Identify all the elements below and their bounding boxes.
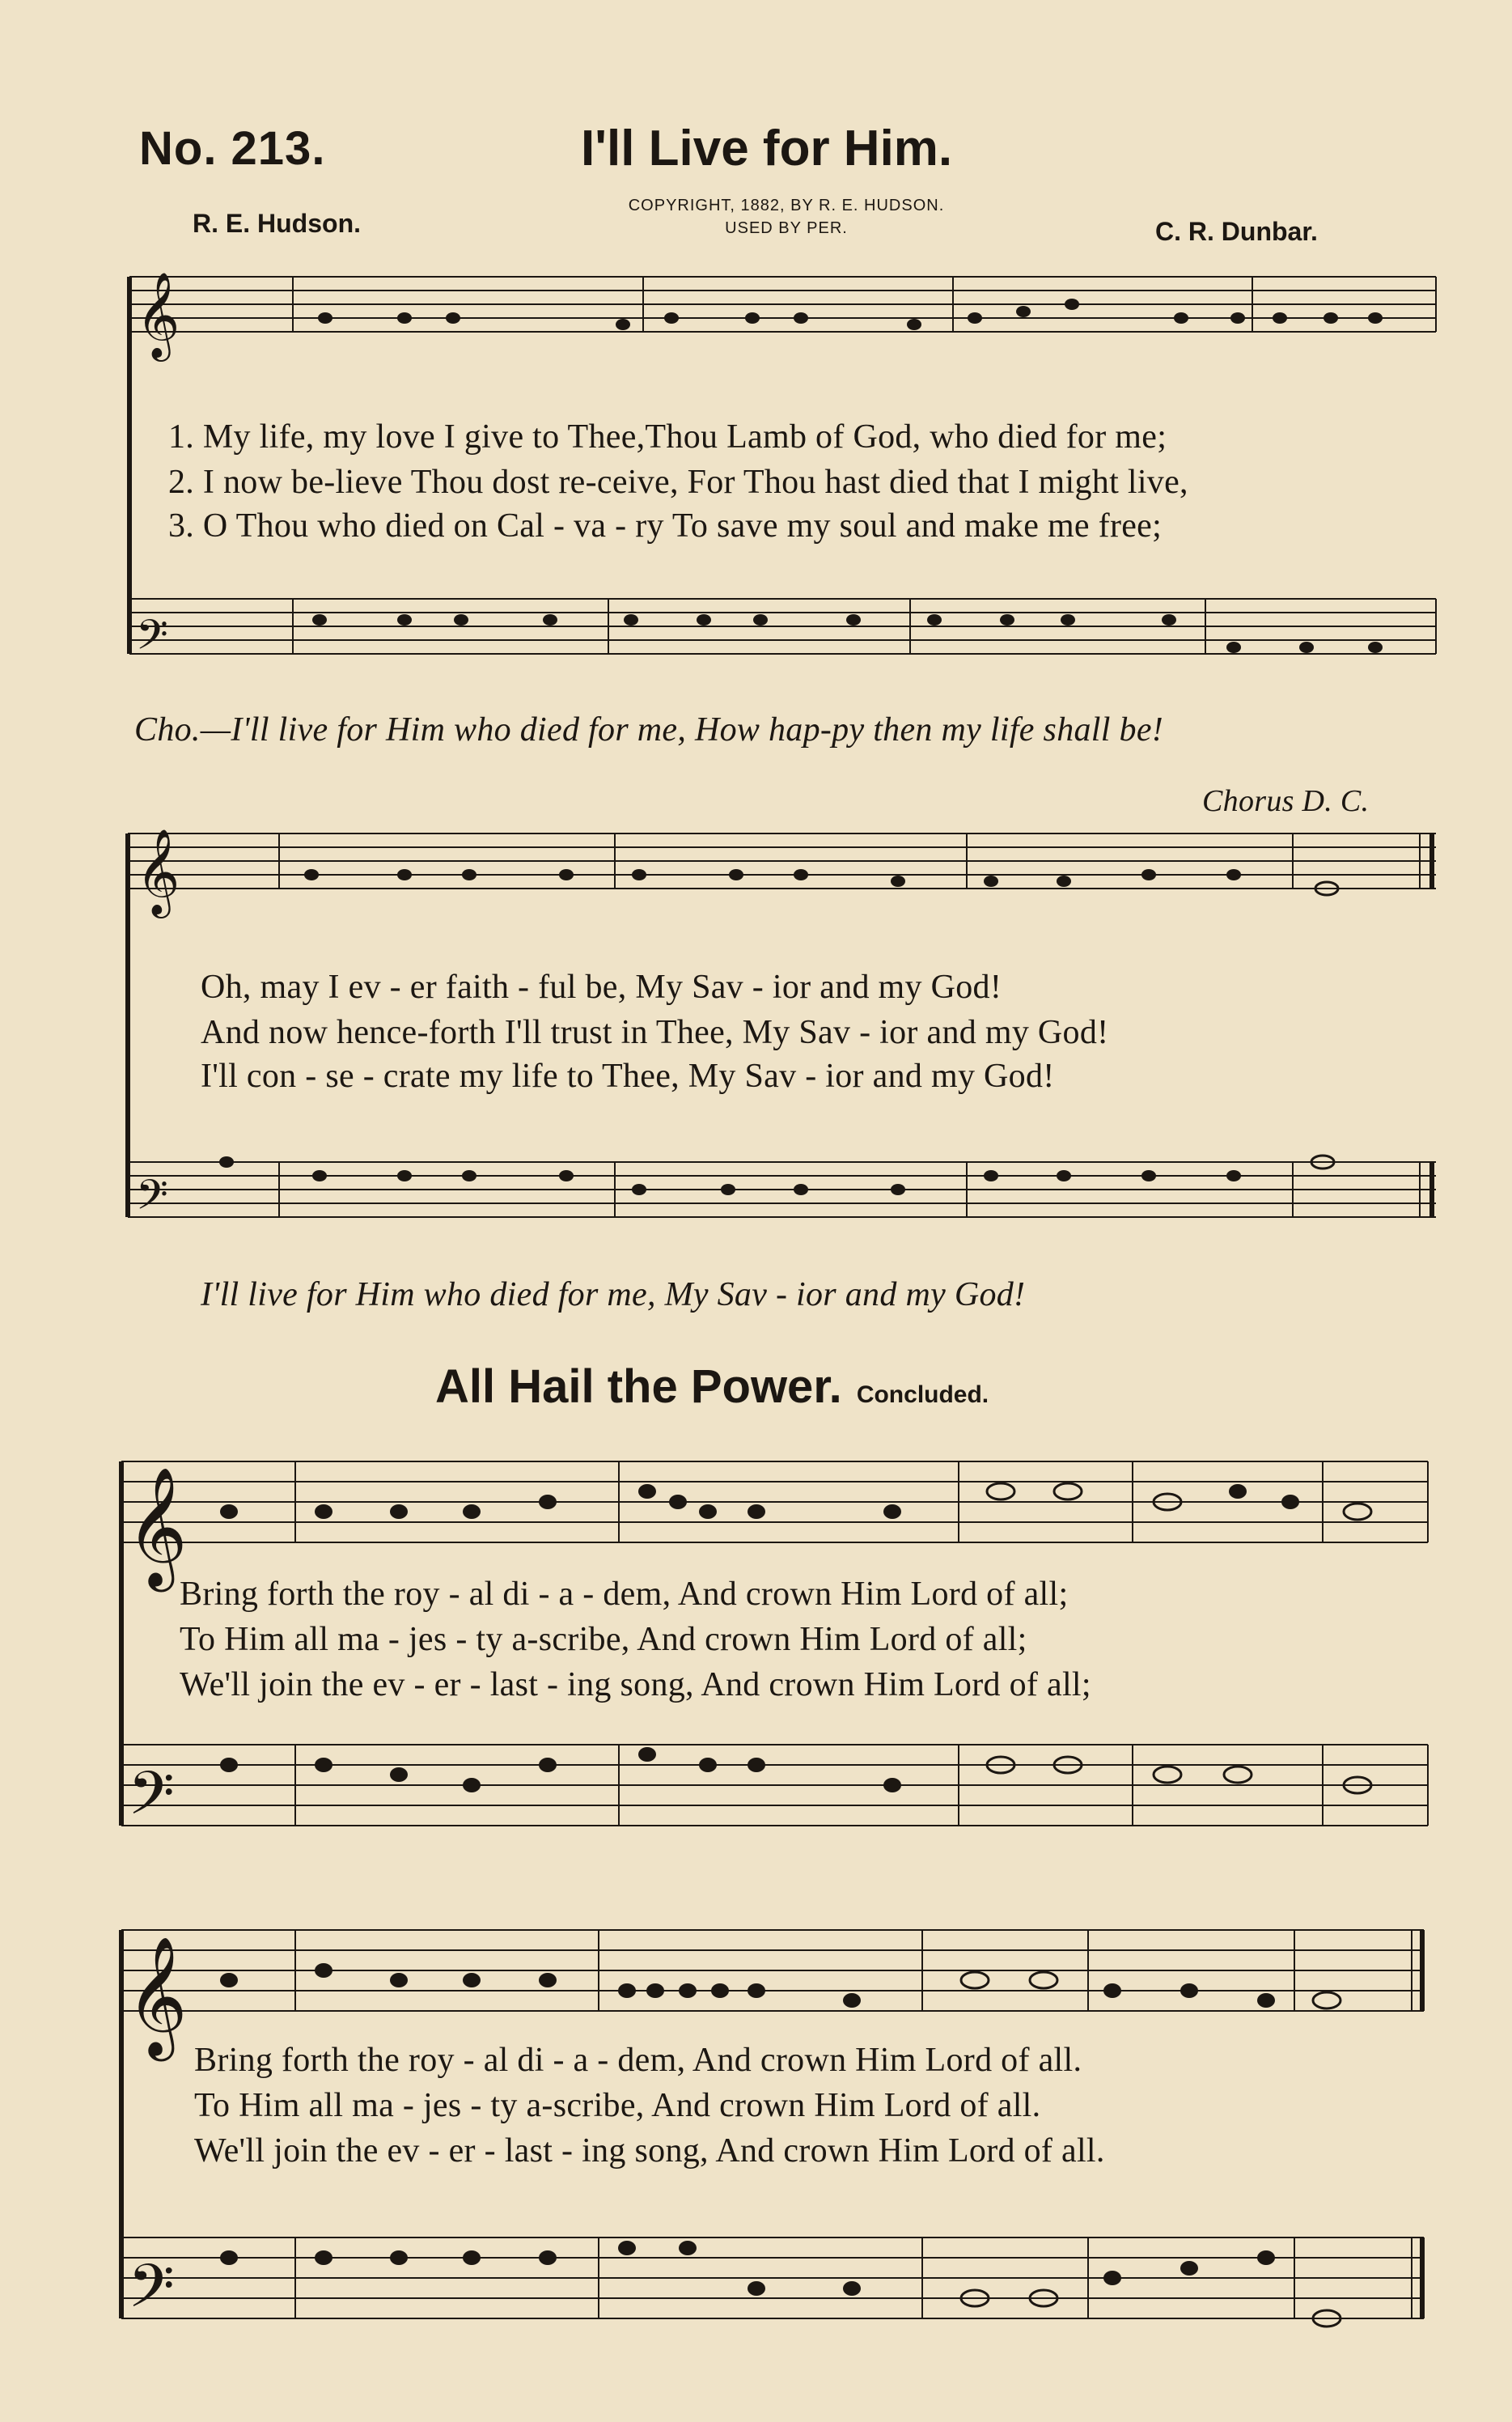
staff-system-4-bass [121,2237,1424,2318]
refrain-line-2: And now hence-forth I'll trust in Thee, My Sav - ior and my God! [201,1014,1109,1051]
section-title: All Hail the Power. [435,1360,842,1413]
copyright-permission: USED BY PER. [725,219,848,237]
staff-system-2-bass [128,1162,1436,1217]
section-heading [435,1359,989,1414]
section-subtitle: Concluded. [856,1381,989,1408]
author-credit: C. R. Dunbar. [1155,217,1318,246]
verse-line-2: 2. I now be-lieve Thou dost re-ceive, For Thou hast died that I might live, [168,464,1188,501]
verse-line-3: 3. O Thou who died on Cal - va - ry To save my soul and make me free; [168,507,1163,545]
treble-clef-icon: 𝄞 [126,1466,188,1587]
system2-line-2: To Him all ma - jes - ty a-scribe, And crown Him Lord of all. [194,2087,1041,2124]
composer-credit: R. E. Hudson. [193,209,361,238]
refrain-line-1: Oh, may I ev - er faith - ful be, My Sav - ior and my God! [201,969,1002,1006]
bass-clef-icon: 𝄢 [136,610,168,669]
system1-line-2: To Him all ma - jes - ty a-scribe, And crown Him Lord of all; [180,1621,1027,1658]
staff-system-3-bass [121,1745,1428,1826]
system2-line-1: Bring forth the roy - al di - a - dem, And crown Him Lord of all. [194,2042,1082,2079]
chorus-lead-line: Cho.—I'll live for Him who died for me, How hap-py then my life shall be! [134,711,1164,749]
bass-clef-icon: 𝄢 [128,1758,175,1843]
staff-system-2-treble [128,833,1436,889]
verse-line-1: 1. My life, my love I give to Thee,Thou Lamb of God, who died for me; [168,418,1167,456]
refrain-bass-line: I'll live for Him who died for me, My Sav - ior and my God! [201,1276,1026,1313]
system2-line-3: We'll join the ev - er - last - ing song, And crown Him Lord of all. [194,2132,1105,2170]
system1-line-1: Bring forth the roy - al di - a - dem, And crown Him Lord of all; [180,1576,1069,1613]
hymn-number: No. 213. [139,122,326,175]
copyright-line: COPYRIGHT, 1882, BY R. E. HUDSON. [628,197,945,214]
treble-clef-icon: 𝄞 [136,271,180,358]
treble-clef-icon: 𝄞 [126,1936,188,2056]
treble-clef-icon: 𝄞 [136,828,180,914]
hymn-title: I'll Live for Him. [581,121,953,176]
system1-line-3: We'll join the ev - er - last - ing song, And crown Him Lord of all; [180,1666,1091,1703]
bass-clef-icon: 𝄢 [136,1170,168,1229]
staff-system-3-treble [121,1461,1428,1542]
chorus-direction: Chorus D. C. [1202,784,1370,818]
refrain-line-3: I'll con - se - crate my life to Thee, My Sav - ior and my God! [201,1058,1055,1095]
bass-clef-icon: 𝄢 [128,2251,175,2336]
